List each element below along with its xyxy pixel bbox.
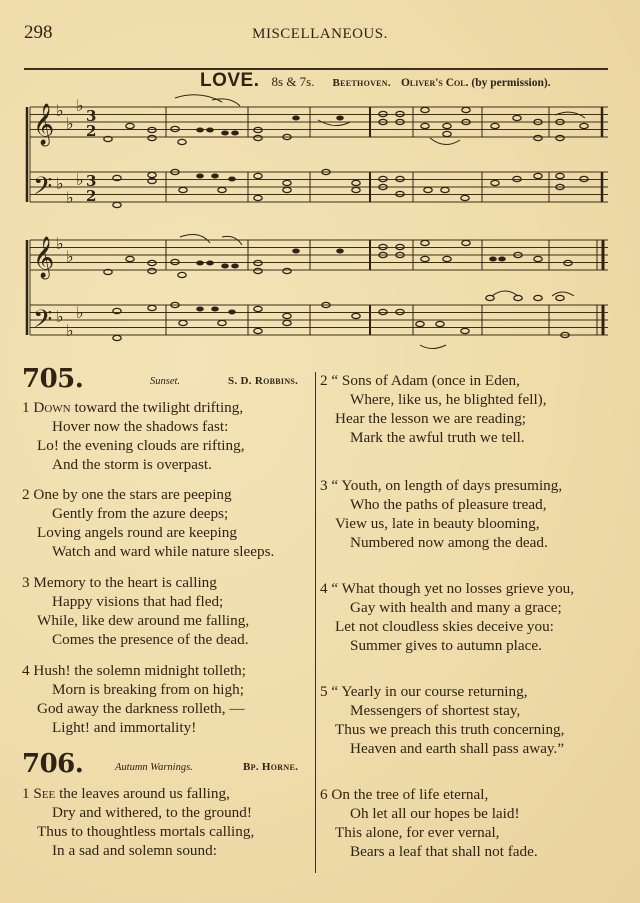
verse-line: Thus to thoughtless mortals calling, [37,823,255,840]
tune-composer: Beethoven. [332,77,391,89]
tune-source-name: Oliver's Col. [400,77,469,89]
verse-line: 4 Hush! the solemn midnight tolleth; [22,662,247,679]
verse-line: Dry and withered, to the ground! [52,804,252,821]
verse-line: Messengers of shortest stay, [350,702,521,719]
svg-text:3: 3 [86,172,97,190]
svg-text:𝄞: 𝄞 [33,237,55,278]
svg-text:♭: ♭ [66,188,74,207]
tune-source-note: (by permission). [471,77,551,89]
svg-text:♭: ♭ [76,96,84,115]
staff-treble-2 [30,240,608,270]
svg-text:♭: ♭ [66,114,74,133]
verse-line: 1 See the leaves around us falling, [22,785,230,802]
verse-line: 4 “ What though yet no losses grieve you, [320,580,575,597]
page-number: 298 [24,22,53,43]
verse-line: Bears a leaf that shall not fade. [350,843,538,860]
verse-line: Let not cloudless skies deceive you: [335,618,554,635]
verse-line: 2 “ Sons of Adam (once in Eden, [320,372,520,389]
verse-line: Comes the presence of the dead. [52,631,249,648]
verse-line: Gently from the azure deeps; [52,505,229,522]
verse-line: Happy visions that had fled; [52,593,224,610]
hymn-title: Sunset. [150,376,181,387]
hymn-title: Autumn Warnings. [115,762,193,773]
verse-line: Oh let all our hopes be laid! [350,805,520,822]
svg-text:2: 2 [86,187,97,205]
tune-meter: 8s & 7s. [271,74,315,89]
verse-line: Loving angels round are keeping [37,524,237,541]
svg-text:♭: ♭ [66,247,74,266]
svg-text:♭: ♭ [66,321,74,340]
verse-line: 2 One by one the stars are peeping [22,486,232,503]
verse-line: While, like dew around me falling, [37,612,250,629]
svg-text:2: 2 [86,122,97,140]
verse-line: 6 On the tree of life eternal, [320,786,489,803]
running-head: MISCELLANEOUS. [252,26,388,42]
hymn-author: S. D. Robbins. [228,375,299,387]
verse-line: 5 “ Yearly in our course returning, [320,683,528,700]
verse-line: Mark the awful truth we tell. [350,429,525,446]
music-score [0,0,640,370]
tune-name: LOVE. [200,70,260,91]
verse-line: Gay with health and many a grace; [350,599,562,616]
verse-line: Hover now the shadows fast: [52,418,229,435]
svg-text:♭: ♭ [56,307,64,326]
verse-line: Watch and ward while nature sleeps. [52,543,275,560]
verse-line: Morn is breaking from on high; [52,681,244,698]
svg-text:♭: ♭ [56,234,64,253]
svg-text:♭: ♭ [76,303,84,322]
hymn-number: 706. [22,749,84,779]
verse-line: 3 “ Youth, on length of days presuming, [320,477,563,494]
verse-line: Where, like us, he blighted fell), [350,391,547,408]
svg-text:♭: ♭ [56,174,64,193]
verse-line: And the storm is overpast. [52,456,212,473]
verse-line: Light! and immortality! [52,719,197,736]
bass-clef-icon: 𝄢 [33,172,53,207]
staff-bass-1 [30,172,608,202]
verse-line: Summer gives to autumn place. [350,637,542,654]
hymn-author: Bp. Horne. [243,761,299,773]
verse-line: God away the darkness rolleth, — [37,700,245,717]
verse-line: Thus we preach this truth concerning, [335,721,565,738]
svg-text:♭: ♭ [56,101,64,120]
verse-line: 3 Memory to the heart is calling [22,574,217,591]
treble-clef-icon: 𝄞 [33,104,55,145]
verse-line: 1 Down toward the twilight drifting, [22,399,244,416]
verse-line: Who the paths of pleasure tread, [350,496,547,513]
verse-line: Numbered now among the dead. [350,534,548,551]
verse-line: Lo! the evening clouds are rifting, [37,437,245,454]
staff-bass-2 [30,305,608,335]
key-signature-flats [56,96,84,340]
verse-line: Hear the lesson we are reading; [335,410,527,427]
verse-line: This alone, for ever vernal, [335,824,500,841]
verse-line: In a sad and solemn sound: [52,842,217,859]
column-divider [315,372,316,873]
verse-line: View us, late in beauty blooming, [335,515,540,532]
time-signature [86,107,96,205]
svg-text:𝄢: 𝄢 [33,305,53,340]
staff-treble-1 [30,107,608,137]
svg-text:3: 3 [86,107,97,125]
verse-line: Heaven and earth shall pass away.” [350,740,565,757]
svg-text:♭: ♭ [76,170,84,189]
hymn-number: 705. [22,364,84,394]
